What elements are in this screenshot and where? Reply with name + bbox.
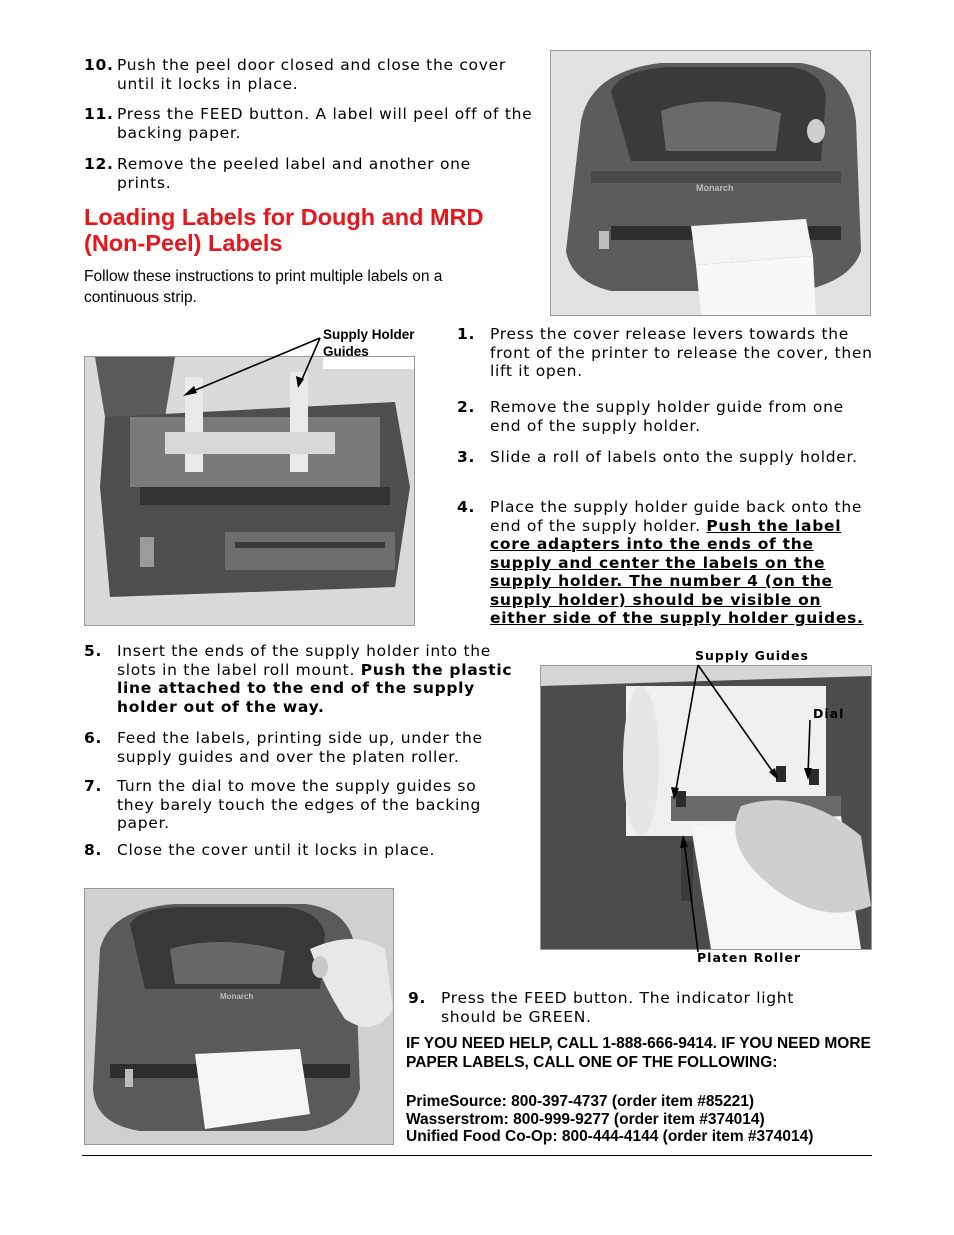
step-12 — [84, 155, 504, 192]
intro-text: Follow these instructions to print multiple labels on a continuous strip. — [84, 268, 443, 306]
step-number: 1. — [457, 325, 476, 343]
dial-callout: Dial — [813, 706, 845, 721]
step-1 — [457, 325, 877, 381]
step-text: Remove the supply holder guide from one end of the supply holder. — [490, 398, 844, 435]
brand-logo: Monarch — [696, 183, 734, 193]
step-text: Press the cover release levers towards the front of the printer to release the cover, then lift it open. — [490, 325, 873, 380]
step-number: 9. — [408, 989, 427, 1007]
step-text: Slide a roll of labels onto the supply holder. — [490, 448, 858, 466]
footer-rule — [82, 1155, 872, 1156]
step-3 — [457, 448, 877, 467]
step-9 — [408, 989, 848, 1026]
step-text: Close the cover until it locks in place. — [117, 841, 436, 859]
step-11 — [84, 105, 534, 142]
step-2 — [457, 398, 877, 435]
step-text: Push the peel door closed and close the cover until it locks in place. — [117, 56, 506, 93]
step-number: 2. — [457, 398, 476, 416]
step-5 — [84, 642, 529, 716]
supply-guides-callout: Supply Guides — [695, 648, 809, 663]
step-text: Turn the dial to move the supply guides so they barely touch the edges of the backing paper. — [117, 777, 482, 832]
step-number: 7. — [84, 777, 103, 795]
brand-logo: Monarch — [220, 992, 254, 1001]
supply-holder-guides-callout: Supply Holder Guides — [323, 327, 415, 359]
step-text: Press the FEED button. A label will peel off of the backing paper. — [117, 105, 533, 142]
contact-primesource: PrimeSource: 800-397-4737 (order item #85221) — [406, 1093, 755, 1110]
step-8 — [84, 841, 514, 860]
step-text: Insert the ends of the supply holder into the slots in the label roll mount. — [117, 642, 492, 679]
feed-button-photo — [84, 888, 394, 1145]
supply-guides-arrows — [660, 660, 820, 960]
help-notice: IF YOU NEED HELP, CALL 1-888-666-9414. IF YOU NEED MORE PAPER LABELS, CALL ONE OF THE FOLLOWING: — [406, 1035, 871, 1071]
printer-label-photo — [550, 50, 871, 316]
section-heading: Loading Labels for Dough and MRD (Non-Peel) Labels — [84, 204, 484, 256]
step-number: 6. — [84, 729, 103, 747]
step-emphasis: Push the label core adapters into the ends of the supply and center the labels on the supply holder. The number 4 (on the supply holder) should be visible on either side of the supply holder guides. — [490, 516, 864, 627]
step-number: 5. — [84, 642, 103, 660]
step-6 — [84, 729, 514, 766]
step-number: 11. — [84, 105, 114, 123]
contact-list — [406, 1093, 886, 1146]
step-text: Place the supply holder guide back onto the end of the supply holder. — [490, 498, 863, 535]
step-number: 10. — [84, 56, 114, 74]
platen-roller-callout: Platen Roller — [697, 950, 802, 965]
contact-wasserstrom: Wasserstrom: 800-999-9277 (order item #374014) — [406, 1110, 765, 1128]
contact-unified-food-coop: Unified Food Co-Op: 800-444-4144 (order item #374014) — [406, 1128, 814, 1145]
step-text: Remove the peeled label and another one prints. — [117, 155, 471, 192]
step-number: 12. — [84, 155, 114, 173]
supply-holder-guides-arrows — [180, 330, 330, 420]
step-number: 3. — [457, 448, 476, 466]
step-10 — [84, 56, 534, 93]
step-4 — [457, 498, 877, 628]
step-number: 8. — [84, 841, 103, 859]
step-7 — [84, 777, 514, 833]
step-text: Press the FEED button. The indicator light should be GREEN. — [441, 989, 795, 1026]
step-text: Feed the labels, printing side up, under the supply guides and over the platen roller. — [117, 729, 483, 766]
step-number: 4. — [457, 498, 476, 516]
step-emphasis: Push the plastic line attached to the end of the supply holder out of the way. — [117, 660, 513, 716]
